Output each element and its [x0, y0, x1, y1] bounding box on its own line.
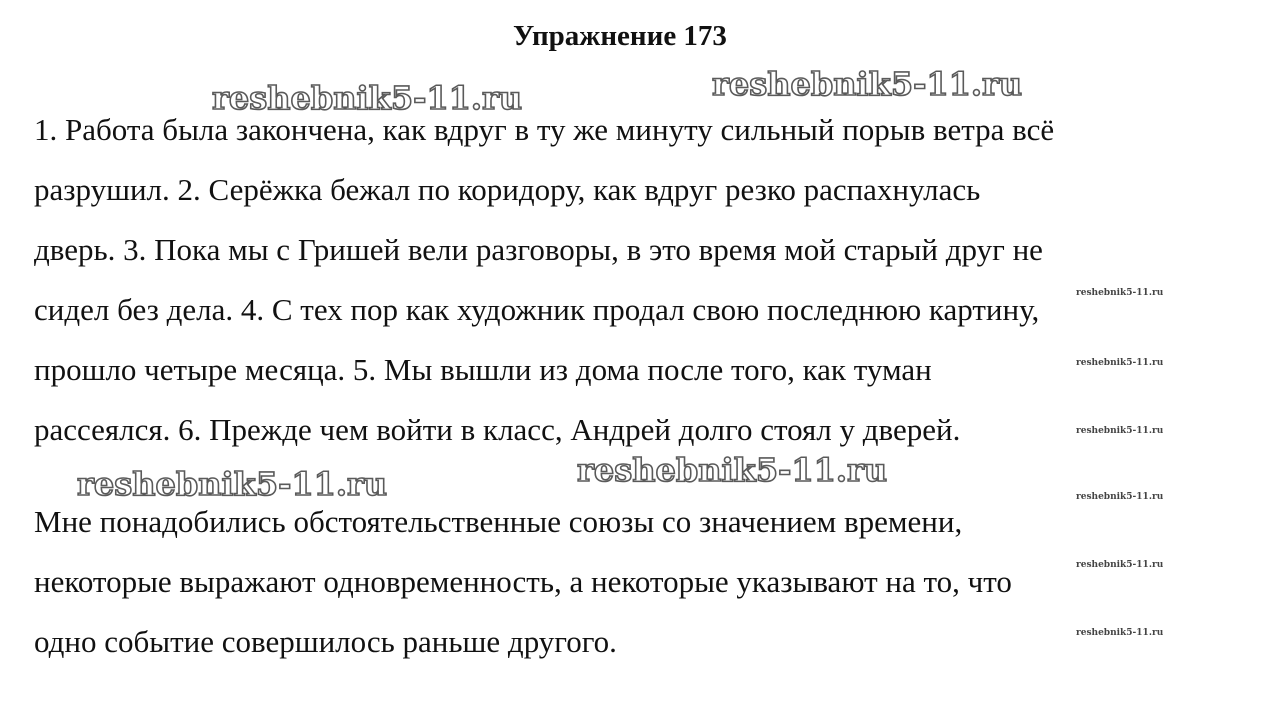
text-line: 1. Работа была закончена, как вдруг в ту же минуту сильный порыв ветра всё — [34, 112, 1055, 147]
text-line: дверь. 3. Пока мы с Гришей вели разговоры, в это время мой старый друг не — [34, 232, 1043, 267]
exercise-title: Упражнение 173 — [513, 20, 727, 52]
text-line: Мне понадобились обстоятельственные союзы со значением времени, — [34, 504, 963, 539]
text-line: рассеялся. 6. Прежде чем войти в класс, Андрей долго стоял у дверей. — [34, 412, 961, 447]
watermark-large: reshebnik5-11.ru — [77, 465, 388, 503]
watermark-large: reshebnik5-11.ru — [212, 79, 523, 117]
watermark-small: reshebnik5-11.ru — [1076, 492, 1164, 502]
watermark-small: reshebnik5-11.ru — [1076, 358, 1164, 368]
text-line: разрушил. 2. Серёжка бежал по коридору, как вдруг резко распахнулась — [34, 172, 981, 207]
watermark-small: reshebnik5-11.ru — [1076, 288, 1164, 298]
watermark-large: reshebnik5-11.ru — [577, 451, 888, 489]
text-line: прошло четыре месяца. 5. Мы вышли из дома после того, как туман — [34, 352, 932, 387]
watermark-small: reshebnik5-11.ru — [1076, 560, 1164, 570]
text-line: одно событие совершилось раньше другого. — [34, 624, 617, 659]
watermark-small: reshebnik5-11.ru — [1076, 426, 1164, 436]
watermark-large: reshebnik5-11.ru — [712, 65, 1023, 103]
text-line: некоторые выражают одновременность, а некоторые указывают на то, что — [34, 564, 1012, 599]
text-line: сидел без дела. 4. С тех пор как художник продал свою последнюю картину, — [34, 292, 1040, 327]
watermark-small: reshebnik5-11.ru — [1076, 628, 1164, 638]
